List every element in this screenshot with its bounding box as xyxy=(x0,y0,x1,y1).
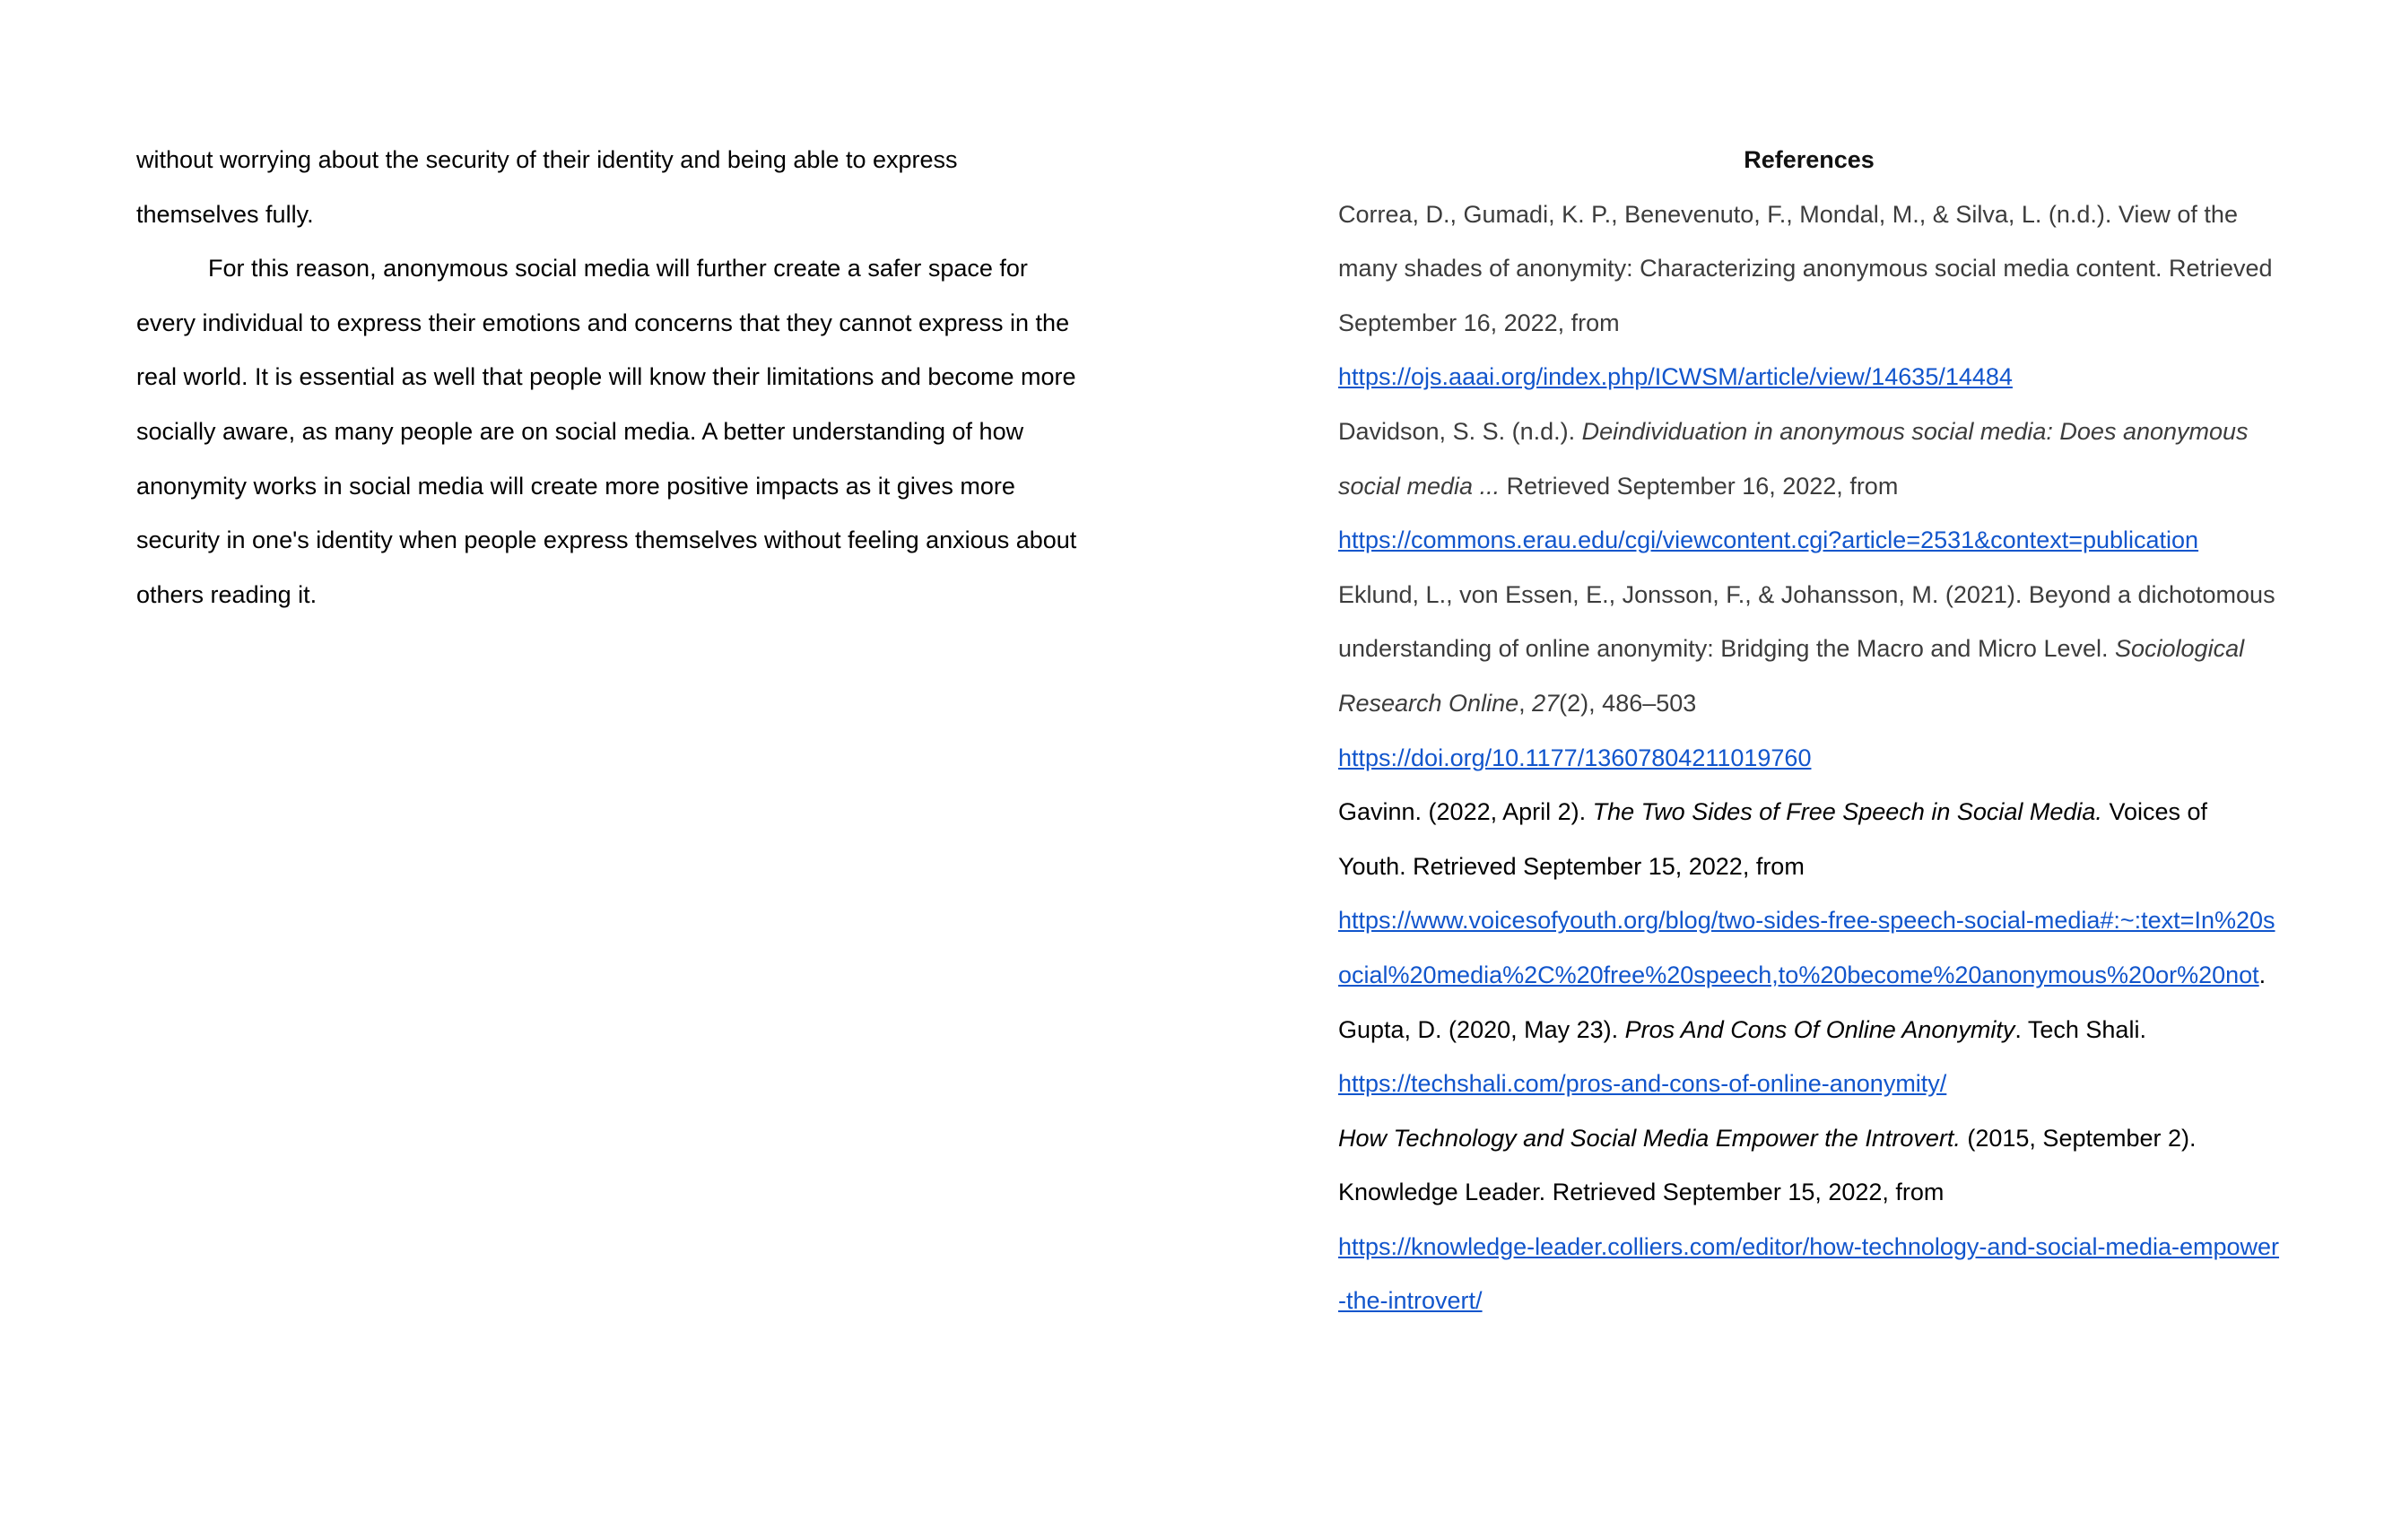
body-line: others reading it. xyxy=(136,580,318,608)
reference-url-link[interactable]: https://www.voicesofyouth.org/blog/two-sides-free-speech-social-media#:~:text=In%20s xyxy=(1338,907,2275,935)
reference-line: Correa, D., Gumadi, K. P., Benevenuto, F., Mondal, M., & Silva, L. (n.d.). View of the xyxy=(1338,200,2238,228)
reference-line: Eklund, L., von Essen, E., Jonsson, F., & Johansson, M. (2021). Beyond a dichotomous xyxy=(1338,580,2275,608)
body-line: every individual to express their emotions and concerns that they cannot express in the xyxy=(136,309,1070,336)
references-heading: References xyxy=(1744,146,1875,173)
reference-text: , xyxy=(1518,689,1533,717)
reference-title: Deindividuation in anonymous social media: Does anonymous xyxy=(1581,417,2249,445)
reference-correa xyxy=(1338,187,2280,405)
reference-text: understanding of online anonymity: Bridging the Macro and Micro Level. xyxy=(1338,635,2115,663)
reference-title: social media ... xyxy=(1338,472,1501,500)
right-page xyxy=(1192,0,2384,1540)
reference-gupta xyxy=(1338,1003,2280,1111)
body-line: security in one's identity when people express themselves without feeling anxious about xyxy=(136,526,1077,554)
reference-text: Voices of xyxy=(2101,798,2208,826)
reference-text: Davidson, S. S. (n.d.). xyxy=(1338,417,1582,445)
reference-eklund xyxy=(1338,568,2280,785)
reference-journal: Research Online xyxy=(1338,689,1519,717)
references-section xyxy=(1338,133,2280,1328)
body-line: without worrying about the security of their identity and being able to express xyxy=(136,146,958,173)
reference-text: Gupta, D. (2020, May 23). xyxy=(1338,1015,1625,1043)
reference-volume: 27 xyxy=(1532,689,1560,717)
reference-title: How Technology and Social Media Empower the Introvert. xyxy=(1338,1124,1961,1152)
reference-url-link[interactable]: https://doi.org/10.1177/13607804211019760 xyxy=(1338,744,1812,771)
paragraph-start: For this reason, anonymous social media will further create a safer space for xyxy=(208,255,1028,283)
reference-davidson xyxy=(1338,405,2280,568)
reference-url-link[interactable]: https://commons.erau.edu/cgi/viewcontent.cgi?article=2531&context=publication xyxy=(1338,526,2199,554)
reference-url-link[interactable]: ocial%20media%2C%20free%20speech,to%20become%20anonymous%20or%20not xyxy=(1338,961,2259,988)
reference-line: many shades of anonymity: Characterizing anonymous social media content. Retrieved xyxy=(1338,255,2273,283)
reference-url-link[interactable]: https://techshali.com/pros-and-cons-of-online-anonymity/ xyxy=(1338,1070,1947,1098)
reference-text: . xyxy=(2258,961,2267,988)
reference-line: September 16, 2022, from xyxy=(1338,309,1620,336)
reference-line: Youth. Retrieved September 15, 2022, from xyxy=(1338,852,1805,880)
body-line: anonymity works in social media will create more positive impacts as it gives more xyxy=(136,472,1015,500)
body-line: socially aware, as many people are on social media. A better understanding of how xyxy=(136,417,1024,445)
reference-title: The Two Sides of Free Speech in Social Media. xyxy=(1592,798,2102,826)
reference-url-link[interactable]: -the-introvert/ xyxy=(1338,1287,1483,1315)
body-line: real world. It is essential as well that people will know their limitations and become more xyxy=(136,363,1076,391)
reference-text: Retrieved September 16, 2022, from xyxy=(1500,472,1899,500)
reference-line: Knowledge Leader. Retrieved September 15, 2022, from xyxy=(1338,1179,1945,1206)
reference-gavinn xyxy=(1338,785,2280,1002)
reference-text: (2015, September 2). xyxy=(1960,1124,2197,1152)
reference-text: Gavinn. (2022, April 2). xyxy=(1338,798,1593,826)
reference-title: Pros And Cons Of Online Anonymity xyxy=(1624,1015,2015,1043)
reference-howtech xyxy=(1338,1111,2280,1328)
body-line: themselves fully. xyxy=(136,200,314,228)
essay-body xyxy=(136,133,1078,622)
reference-journal: Sociological xyxy=(2115,635,2245,663)
reference-text: (2), 486–503 xyxy=(1559,689,1697,717)
reference-url-link[interactable]: https://knowledge-leader.colliers.com/editor/how-technology-and-social-media-empower xyxy=(1338,1232,2280,1260)
reference-url-link[interactable]: https://ojs.aaai.org/index.php/ICWSM/article/view/14635/14484 xyxy=(1338,363,2013,391)
reference-text: . Tech Shali. xyxy=(2014,1015,2146,1043)
